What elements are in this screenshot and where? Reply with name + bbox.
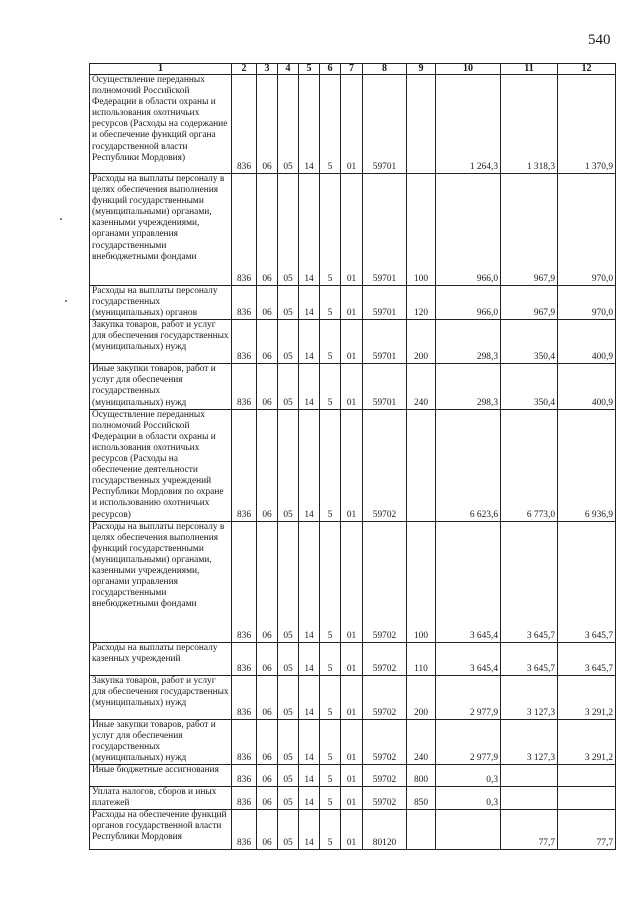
subsection-code-cell: 05 bbox=[278, 675, 299, 719]
subsection-code-cell: 05 bbox=[278, 764, 299, 786]
row-description: Закупка товаров, работ и услуг для обеспечения государственных (муниципальных) нужд bbox=[90, 675, 232, 719]
col-header-12: 12 bbox=[558, 64, 616, 75]
event-code-cell: 01 bbox=[341, 719, 363, 764]
target-code-cell: 59701 bbox=[363, 364, 407, 409]
table-row bbox=[90, 521, 616, 642]
col-header-4: 4 bbox=[278, 64, 299, 75]
expense-type-code-cell: 200 bbox=[407, 320, 436, 364]
subsection-code-cell: 05 bbox=[278, 409, 299, 521]
expense-type-code-cell: 200 bbox=[407, 675, 436, 719]
subprogram-code-cell: 5 bbox=[320, 810, 341, 850]
subsection-code-cell: 05 bbox=[278, 786, 299, 809]
row-description: Осуществление переданных полномочий Российской Федерации в области охраны и использования охотничьих ресурсов (Расходы на обеспечение деятельности государственных учреждений Республики Мордовия по охране и использованию охотничьих ресурсов) bbox=[90, 409, 232, 521]
subsection-code-cell: 05 bbox=[278, 810, 299, 850]
target-code-cell: 59701 bbox=[363, 320, 407, 364]
event-code-cell: 01 bbox=[341, 675, 363, 719]
amount-year-2-cell: 3 645,7 bbox=[501, 642, 558, 675]
col-header-11: 11 bbox=[501, 64, 558, 75]
event-code-cell: 01 bbox=[341, 521, 363, 642]
subprogram-code-cell: 5 bbox=[320, 174, 341, 286]
expense-type-code-cell: 240 bbox=[407, 364, 436, 409]
table-row bbox=[90, 675, 616, 719]
row-description: Расходы на выплаты персоналу в целях обеспечения выполнения функций государственными (муниципальными) органами, казенными учреждениями, органами управления государственными внебюджетными фондами bbox=[90, 521, 232, 642]
section-code-cell: 06 bbox=[257, 675, 278, 719]
amount-year-2-cell: 3 645,7 bbox=[501, 521, 558, 642]
ministry-code-cell: 836 bbox=[232, 409, 257, 521]
scan-speck bbox=[65, 300, 67, 302]
event-code-cell: 01 bbox=[341, 174, 363, 286]
target-code-cell: 59701 bbox=[363, 174, 407, 286]
section-code-cell: 06 bbox=[257, 286, 278, 320]
ministry-code-cell: 836 bbox=[232, 75, 257, 174]
table-row bbox=[90, 174, 616, 286]
table-row bbox=[90, 409, 616, 521]
amount-year-2-cell: 77,7 bbox=[501, 810, 558, 850]
amount-year-1-cell: 298,3 bbox=[436, 320, 501, 364]
section-code-cell: 06 bbox=[257, 764, 278, 786]
program-code-cell: 14 bbox=[299, 719, 320, 764]
ministry-code-cell: 836 bbox=[232, 286, 257, 320]
amount-year-2-cell: 350,4 bbox=[501, 364, 558, 409]
program-code-cell: 14 bbox=[299, 642, 320, 675]
expense-type-code-cell: 110 bbox=[407, 642, 436, 675]
subprogram-code-cell: 5 bbox=[320, 719, 341, 764]
ministry-code-cell: 836 bbox=[232, 786, 257, 809]
amount-year-1-cell: 1 264,3 bbox=[436, 75, 501, 174]
ministry-code-cell: 836 bbox=[232, 174, 257, 286]
amount-year-3-cell: 1 370,9 bbox=[558, 75, 616, 174]
event-code-cell: 01 bbox=[341, 409, 363, 521]
table-row bbox=[90, 810, 616, 850]
amount-year-3-cell: 77,7 bbox=[558, 810, 616, 850]
row-description: Иные закупки товаров, работ и услуг для обеспечения государственных (муниципальных) нужд bbox=[90, 719, 232, 764]
amount-year-3-cell: 400,9 bbox=[558, 364, 616, 409]
amount-year-3-cell bbox=[558, 764, 616, 786]
expense-type-code-cell bbox=[407, 409, 436, 521]
subsection-code-cell: 05 bbox=[278, 521, 299, 642]
ministry-code-cell: 836 bbox=[232, 764, 257, 786]
target-code-cell: 59701 bbox=[363, 75, 407, 174]
row-description: Расходы на обеспечение функций органов государственной власти Республики Мордовия bbox=[90, 810, 232, 850]
ministry-code-cell: 836 bbox=[232, 320, 257, 364]
target-code-cell: 59702 bbox=[363, 409, 407, 521]
section-code-cell: 06 bbox=[257, 75, 278, 174]
subsection-code-cell: 05 bbox=[278, 719, 299, 764]
amount-year-3-cell: 6 936,9 bbox=[558, 409, 616, 521]
section-code-cell: 06 bbox=[257, 719, 278, 764]
target-code-cell: 59702 bbox=[363, 786, 407, 809]
ministry-code-cell: 836 bbox=[232, 719, 257, 764]
program-code-cell: 14 bbox=[299, 75, 320, 174]
target-code-cell: 59702 bbox=[363, 675, 407, 719]
row-description: Иные закупки товаров, работ и услуг для обеспечения государственных (муниципальных) нужд bbox=[90, 364, 232, 409]
subprogram-code-cell: 5 bbox=[320, 286, 341, 320]
row-description: Иные бюджетные ассигнования bbox=[90, 764, 232, 786]
target-code-cell: 59702 bbox=[363, 719, 407, 764]
col-header-3: 3 bbox=[257, 64, 278, 75]
section-code-cell: 06 bbox=[257, 409, 278, 521]
event-code-cell: 01 bbox=[341, 764, 363, 786]
subprogram-code-cell: 5 bbox=[320, 642, 341, 675]
table-row bbox=[90, 75, 616, 174]
amount-year-3-cell: 970,0 bbox=[558, 286, 616, 320]
subprogram-code-cell: 5 bbox=[320, 364, 341, 409]
amount-year-2-cell bbox=[501, 764, 558, 786]
section-code-cell: 06 bbox=[257, 521, 278, 642]
amount-year-2-cell: 967,9 bbox=[501, 174, 558, 286]
amount-year-2-cell: 1 318,3 bbox=[501, 75, 558, 174]
col-header-8: 8 bbox=[363, 64, 407, 75]
col-header-6: 6 bbox=[320, 64, 341, 75]
section-code-cell: 06 bbox=[257, 320, 278, 364]
subprogram-code-cell: 5 bbox=[320, 786, 341, 809]
section-code-cell: 06 bbox=[257, 786, 278, 809]
amount-year-3-cell: 3 291,2 bbox=[558, 675, 616, 719]
program-code-cell: 14 bbox=[299, 810, 320, 850]
program-code-cell: 14 bbox=[299, 675, 320, 719]
subprogram-code-cell: 5 bbox=[320, 764, 341, 786]
amount-year-2-cell bbox=[501, 786, 558, 809]
subsection-code-cell: 05 bbox=[278, 286, 299, 320]
row-description: Закупка товаров, работ и услуг для обеспечения государственных (муниципальных) нужд bbox=[90, 320, 232, 364]
target-code-cell: 59702 bbox=[363, 521, 407, 642]
amount-year-2-cell: 350,4 bbox=[501, 320, 558, 364]
col-header-9: 9 bbox=[407, 64, 436, 75]
col-header-10: 10 bbox=[436, 64, 501, 75]
table-row bbox=[90, 286, 616, 320]
target-code-cell: 59701 bbox=[363, 286, 407, 320]
col-header-1: 1 bbox=[90, 64, 232, 75]
amount-year-3-cell bbox=[558, 786, 616, 809]
section-code-cell: 06 bbox=[257, 642, 278, 675]
expense-type-code-cell: 800 bbox=[407, 764, 436, 786]
amount-year-1-cell: 2 977,9 bbox=[436, 719, 501, 764]
row-description: Расходы на выплаты персоналу казенных учреждений bbox=[90, 642, 232, 675]
amount-year-1-cell: 2 977,9 bbox=[436, 675, 501, 719]
subsection-code-cell: 05 bbox=[278, 174, 299, 286]
event-code-cell: 01 bbox=[341, 642, 363, 675]
program-code-cell: 14 bbox=[299, 409, 320, 521]
amount-year-3-cell: 3 645,7 bbox=[558, 521, 616, 642]
amount-year-1-cell: 966,0 bbox=[436, 286, 501, 320]
expense-type-code-cell: 850 bbox=[407, 786, 436, 809]
row-description: Расходы на выплаты персоналу в целях обеспечения выполнения функций государственными (муниципальными) органами, казенными учреждениями, органами управления государственными внебюджетными фондами bbox=[90, 174, 232, 286]
program-code-cell: 14 bbox=[299, 174, 320, 286]
amount-year-1-cell: 0,3 bbox=[436, 764, 501, 786]
amount-year-3-cell: 400,9 bbox=[558, 320, 616, 364]
section-code-cell: 06 bbox=[257, 364, 278, 409]
table-row bbox=[90, 786, 616, 809]
amount-year-2-cell: 967,9 bbox=[501, 286, 558, 320]
amount-year-3-cell: 3 645,7 bbox=[558, 642, 616, 675]
amount-year-1-cell: 6 623,6 bbox=[436, 409, 501, 521]
col-header-7: 7 bbox=[341, 64, 363, 75]
table-row bbox=[90, 719, 616, 764]
section-code-cell: 06 bbox=[257, 174, 278, 286]
scan-speck bbox=[60, 218, 62, 220]
expense-type-code-cell bbox=[407, 810, 436, 850]
amount-year-2-cell: 3 127,3 bbox=[501, 719, 558, 764]
subprogram-code-cell: 5 bbox=[320, 675, 341, 719]
program-code-cell: 14 bbox=[299, 364, 320, 409]
row-description: Уплата налогов, сборов и иных платежей bbox=[90, 786, 232, 809]
col-header-2: 2 bbox=[232, 64, 257, 75]
amount-year-1-cell: 3 645,4 bbox=[436, 642, 501, 675]
ministry-code-cell: 836 bbox=[232, 675, 257, 719]
subprogram-code-cell: 5 bbox=[320, 320, 341, 364]
amount-year-1-cell: 966,0 bbox=[436, 174, 501, 286]
expense-type-code-cell bbox=[407, 75, 436, 174]
event-code-cell: 01 bbox=[341, 364, 363, 409]
amount-year-1-cell: 3 645,4 bbox=[436, 521, 501, 642]
subsection-code-cell: 05 bbox=[278, 642, 299, 675]
subsection-code-cell: 05 bbox=[278, 364, 299, 409]
budget-table bbox=[89, 63, 616, 850]
event-code-cell: 01 bbox=[341, 75, 363, 174]
row-description: Осуществление переданных полномочий Российской Федерации в области охраны и использования охотничьих ресурсов (Расходы на содержание и обеспечение функций органа государственной власти Республики Мордовия) bbox=[90, 75, 232, 174]
ministry-code-cell: 836 bbox=[232, 521, 257, 642]
subprogram-code-cell: 5 bbox=[320, 521, 341, 642]
subsection-code-cell: 05 bbox=[278, 320, 299, 364]
amount-year-1-cell: 298,3 bbox=[436, 364, 501, 409]
program-code-cell: 14 bbox=[299, 786, 320, 809]
table-row bbox=[90, 642, 616, 675]
ministry-code-cell: 836 bbox=[232, 810, 257, 850]
subprogram-code-cell: 5 bbox=[320, 75, 341, 174]
target-code-cell: 80120 bbox=[363, 810, 407, 850]
col-header-5: 5 bbox=[299, 64, 320, 75]
subsection-code-cell: 05 bbox=[278, 75, 299, 174]
ministry-code-cell: 836 bbox=[232, 642, 257, 675]
amount-year-2-cell: 6 773,0 bbox=[501, 409, 558, 521]
ministry-code-cell: 836 bbox=[232, 364, 257, 409]
program-code-cell: 14 bbox=[299, 521, 320, 642]
page-number: 540 bbox=[588, 32, 611, 48]
table-row bbox=[90, 364, 616, 409]
expense-type-code-cell: 100 bbox=[407, 174, 436, 286]
expense-type-code-cell: 120 bbox=[407, 286, 436, 320]
subprogram-code-cell: 5 bbox=[320, 409, 341, 521]
amount-year-1-cell: 0,3 bbox=[436, 786, 501, 809]
amount-year-3-cell: 3 291,2 bbox=[558, 719, 616, 764]
target-code-cell: 59702 bbox=[363, 642, 407, 675]
expense-type-code-cell: 240 bbox=[407, 719, 436, 764]
program-code-cell: 14 bbox=[299, 320, 320, 364]
amount-year-3-cell: 970,0 bbox=[558, 174, 616, 286]
amount-year-2-cell: 3 127,3 bbox=[501, 675, 558, 719]
program-code-cell: 14 bbox=[299, 764, 320, 786]
event-code-cell: 01 bbox=[341, 810, 363, 850]
event-code-cell: 01 bbox=[341, 286, 363, 320]
amount-year-1-cell bbox=[436, 810, 501, 850]
event-code-cell: 01 bbox=[341, 320, 363, 364]
table-row bbox=[90, 320, 616, 364]
table-row bbox=[90, 764, 616, 786]
program-code-cell: 14 bbox=[299, 286, 320, 320]
expense-type-code-cell: 100 bbox=[407, 521, 436, 642]
target-code-cell: 59702 bbox=[363, 764, 407, 786]
section-code-cell: 06 bbox=[257, 810, 278, 850]
event-code-cell: 01 bbox=[341, 786, 363, 809]
row-description: Расходы на выплаты персоналу государственных (муниципальных) органов bbox=[90, 286, 232, 320]
table-header-row bbox=[90, 64, 616, 75]
